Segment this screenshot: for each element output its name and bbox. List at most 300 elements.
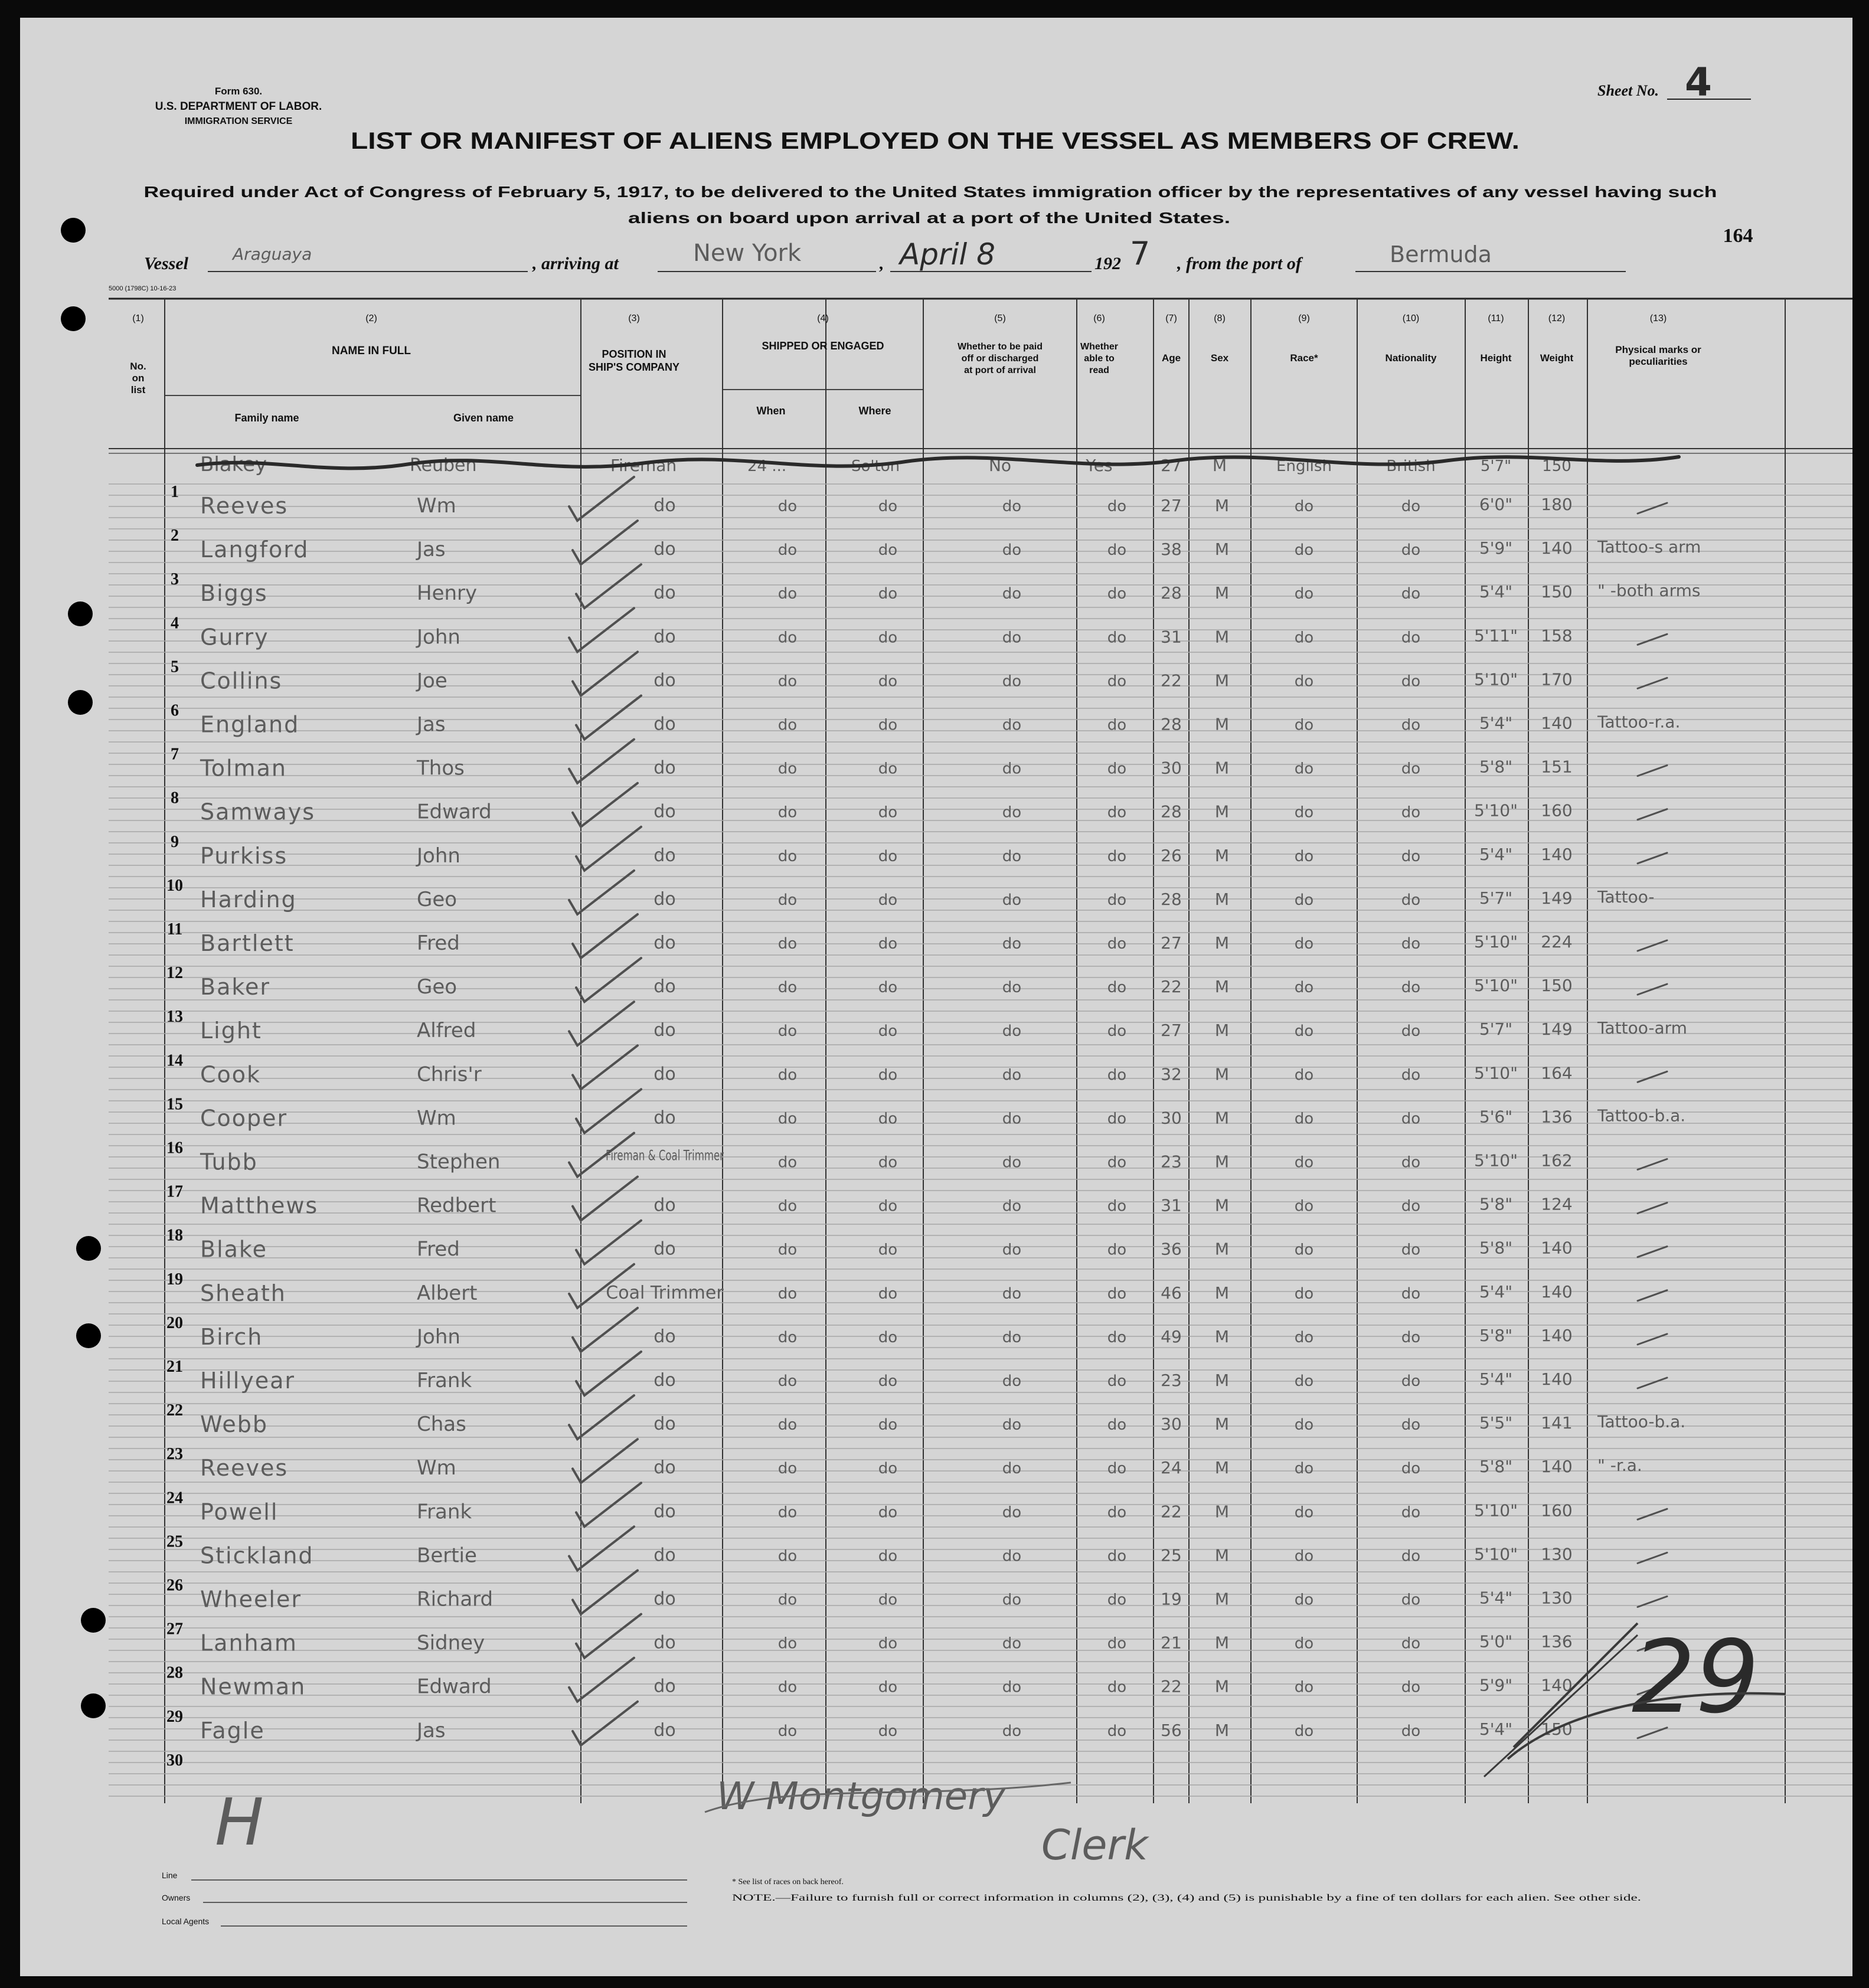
- where-cell: do: [878, 1372, 898, 1390]
- height-cell: 5'4": [1479, 1281, 1513, 1302]
- position-cell: do: [654, 845, 676, 866]
- weight-cell: 140: [1541, 1457, 1573, 1477]
- position-cell: do: [654, 714, 676, 735]
- race-cell: do: [1294, 498, 1314, 515]
- marks-header-2: peculiarities: [1629, 356, 1688, 367]
- marks-dash: [1638, 1247, 1667, 1257]
- sex-header: Sex: [1210, 352, 1229, 364]
- where-cell: do: [878, 1110, 898, 1128]
- read-cell: do: [1107, 1722, 1127, 1740]
- table-row: [200, 1280, 1573, 1306]
- family-cell: Newman: [200, 1673, 306, 1700]
- table-row: [200, 1630, 1573, 1656]
- read-cell: do: [1107, 979, 1127, 997]
- table-row: [200, 843, 1573, 869]
- weight-cell: 151: [1541, 757, 1573, 777]
- marks-dash: [1638, 634, 1667, 645]
- when-cell: do: [777, 1460, 798, 1478]
- race-header: Race*: [1290, 352, 1318, 364]
- crossed-sex: M: [1212, 456, 1227, 475]
- manifest-page: [20, 18, 1852, 1976]
- read-cell: do: [1107, 629, 1127, 647]
- subtitle-line-1: Required under Act of Congress of February 5, 1917, to be delivered to the United States immigration officer by the representatives of any vessel having such: [143, 183, 1717, 201]
- height-cell: 5'4": [1479, 1719, 1513, 1739]
- crossed-out-entry: [197, 453, 1679, 476]
- check-mark: [569, 1526, 634, 1570]
- where-cell: do: [878, 1416, 898, 1434]
- where-cell: do: [878, 935, 898, 953]
- race-cell: do: [1294, 1022, 1314, 1041]
- given-cell: Edward: [417, 800, 492, 824]
- read-cell: do: [1107, 1372, 1127, 1390]
- row-number: 26: [166, 1576, 183, 1595]
- row-number: 15: [166, 1095, 183, 1114]
- position-cell: do: [654, 1370, 676, 1391]
- nationality-cell: do: [1401, 541, 1421, 560]
- when-cell: do: [777, 979, 798, 997]
- weight-cell: 149: [1541, 1019, 1573, 1039]
- marks-cell: Tattoo-arm: [1597, 1018, 1687, 1038]
- no-on-list-3: list: [130, 384, 146, 395]
- row-rules: [109, 484, 1852, 1796]
- nationality-cell: do: [1401, 1241, 1421, 1259]
- where-cell: do: [878, 891, 898, 909]
- table-row: [200, 1455, 1642, 1481]
- sex-cell: M: [1214, 1545, 1230, 1565]
- given-cell: Edward: [417, 1675, 492, 1699]
- table-row: [200, 930, 1573, 956]
- age-cell: 31: [1161, 627, 1182, 647]
- position-cell: Coal Trimmer: [606, 1282, 724, 1303]
- race-cell: do: [1294, 1241, 1314, 1259]
- given-cell: Stephen: [417, 1150, 501, 1174]
- height-cell: 5'5": [1479, 1413, 1513, 1433]
- race-cell: do: [1294, 891, 1314, 909]
- when-cell: do: [777, 803, 798, 822]
- weight-cell: 150: [1541, 582, 1573, 602]
- svg-text:,: ,: [880, 254, 884, 273]
- family-name-header: Family name: [234, 412, 299, 424]
- read-cell: do: [1107, 1066, 1127, 1084]
- height-cell: 5'4": [1479, 1369, 1513, 1389]
- height-cell: 5'0": [1479, 1631, 1513, 1652]
- nationality-cell: do: [1401, 1066, 1421, 1084]
- age-header: Age: [1161, 352, 1181, 364]
- weight-cell: 140: [1541, 1325, 1573, 1345]
- table-row: [200, 580, 1700, 606]
- read-cell: do: [1107, 498, 1127, 515]
- paid-off-header-3: at port of arrival: [964, 365, 1036, 375]
- position-header-2: SHIP'S COMPANY: [589, 361, 679, 373]
- height-cell: 5'8": [1479, 1457, 1513, 1477]
- read-cell: do: [1107, 1591, 1127, 1609]
- given-cell: Fred: [417, 1237, 460, 1261]
- sex-cell: M: [1214, 1589, 1230, 1609]
- marks-dash: [1638, 1552, 1667, 1563]
- service-name: IMMIGRATION SERVICE: [184, 116, 293, 126]
- check-mark: [569, 1002, 634, 1045]
- form-number: Form 630.: [214, 86, 263, 97]
- nationality-cell: do: [1401, 760, 1421, 778]
- binder-holes: [61, 218, 106, 1718]
- where-cell: do: [878, 1634, 898, 1653]
- sex-cell: M: [1214, 1064, 1230, 1084]
- paid-cell: do: [1002, 979, 1022, 997]
- when-cell: do: [777, 1197, 798, 1215]
- age-cell: 25: [1161, 1545, 1182, 1565]
- when-cell: do: [777, 1503, 798, 1522]
- row-number: 23: [166, 1445, 183, 1464]
- age-cell: 22: [1161, 1676, 1182, 1696]
- position-cell: do: [654, 1457, 676, 1479]
- read-cell: do: [1107, 585, 1127, 603]
- family-cell: Hillyear: [200, 1368, 296, 1394]
- position-cell: do: [654, 1414, 676, 1435]
- weight-cell: 140: [1541, 844, 1573, 864]
- row-number: 18: [166, 1226, 183, 1245]
- able-to-read-header-3: read: [1089, 365, 1109, 375]
- position-cell: do: [654, 626, 676, 648]
- col-number-7: (7): [1165, 313, 1177, 323]
- nationality-cell: do: [1401, 1110, 1421, 1128]
- table-row: [200, 1542, 1573, 1568]
- margin-mark: H: [215, 1784, 264, 1860]
- given-cell: John: [417, 843, 460, 868]
- weight-cell: 140: [1541, 1369, 1573, 1389]
- table-row: [200, 887, 1654, 913]
- position-cell: do: [654, 539, 676, 560]
- weight-cell: 140: [1541, 713, 1573, 733]
- marks-dash: [1638, 766, 1667, 776]
- col-number-12: (12): [1548, 313, 1566, 323]
- family-cell: Powell: [200, 1499, 279, 1525]
- age-cell: 23: [1161, 1371, 1182, 1390]
- weight-cell: 149: [1541, 888, 1573, 908]
- row-number: 19: [166, 1270, 183, 1289]
- check-mark: [576, 696, 641, 740]
- where-cell: do: [878, 1197, 898, 1215]
- check-mark: [576, 1352, 641, 1395]
- sex-cell: M: [1214, 1108, 1230, 1128]
- family-cell: Collins: [200, 668, 283, 694]
- paid-cell: do: [1002, 1678, 1022, 1696]
- where-cell: do: [878, 1678, 898, 1696]
- page-stamp-number: 164: [1723, 225, 1753, 247]
- table-row: [200, 1193, 1573, 1219]
- vessel-label: Vessel: [144, 254, 188, 273]
- when-header: When: [756, 405, 786, 417]
- marks-dash: [1638, 1203, 1667, 1214]
- sex-cell: M: [1214, 1414, 1230, 1434]
- race-cell: do: [1294, 979, 1314, 997]
- given-cell: Geo: [417, 887, 458, 911]
- given-cell: Henry: [417, 581, 478, 606]
- given-cell: Redbert: [417, 1194, 496, 1218]
- marks-header-1: Physical marks or: [1615, 344, 1701, 355]
- where-cell: do: [878, 1503, 898, 1522]
- binder-hole: [61, 218, 86, 243]
- sex-cell: M: [1214, 802, 1230, 822]
- race-cell: do: [1294, 1197, 1314, 1215]
- nationality-cell: do: [1401, 891, 1421, 909]
- when-cell: do: [777, 716, 798, 734]
- row-number: 12: [166, 964, 183, 983]
- given-cell: Jas: [417, 1718, 446, 1742]
- family-cell: Tubb: [200, 1149, 258, 1175]
- nationality-cell: do: [1401, 1197, 1421, 1215]
- sheet-number: 4: [1685, 60, 1712, 105]
- sex-cell: M: [1214, 1326, 1230, 1346]
- shipped-header: SHIPPED OR ENGAGED: [762, 340, 884, 352]
- weight-cell: 160: [1541, 800, 1573, 820]
- when-cell: do: [777, 498, 798, 515]
- age-cell: 23: [1161, 1152, 1182, 1172]
- weight-cell: 130: [1541, 1544, 1573, 1564]
- age-cell: 28: [1161, 802, 1182, 822]
- binder-hole: [68, 690, 93, 715]
- weight-header: Weight: [1540, 352, 1574, 364]
- sex-cell: M: [1214, 539, 1230, 560]
- row-number: 5: [171, 658, 179, 676]
- crossed-where: So'ton: [851, 457, 900, 475]
- read-cell: do: [1107, 1460, 1127, 1478]
- col-number-6: (6): [1093, 313, 1105, 323]
- check-mark: [576, 1614, 641, 1658]
- marks-dash: [1638, 1509, 1667, 1519]
- from-label: , from the port of: [1177, 254, 1302, 273]
- sex-cell: M: [1214, 627, 1230, 647]
- family-cell: Fagle: [200, 1717, 265, 1744]
- department-name: U.S. DEPARTMENT OF LABOR.: [155, 100, 322, 113]
- read-cell: do: [1107, 1416, 1127, 1434]
- col-number-1: (1): [132, 313, 144, 323]
- when-cell: do: [777, 935, 798, 953]
- paid-cell: do: [1002, 803, 1022, 822]
- weight-cell: 141: [1541, 1413, 1573, 1433]
- check-mark: [573, 521, 638, 564]
- check-mark: [569, 477, 634, 521]
- sex-cell: M: [1214, 1502, 1230, 1522]
- row-number: 14: [166, 1051, 183, 1070]
- position-header-1: POSITION IN: [602, 348, 666, 360]
- given-cell: John: [417, 625, 460, 649]
- nationality-cell: do: [1401, 1591, 1421, 1609]
- height-cell: 5'8": [1479, 1325, 1513, 1345]
- sex-cell: M: [1214, 1676, 1230, 1696]
- when-cell: do: [777, 541, 798, 560]
- nationality-cell: do: [1401, 585, 1421, 603]
- weight-cell: 140: [1541, 538, 1573, 558]
- height-cell: 5'4": [1479, 582, 1513, 602]
- line-label: Line: [162, 1871, 178, 1880]
- nationality-cell: do: [1401, 1460, 1421, 1478]
- family-cell: Cooper: [200, 1105, 288, 1132]
- given-cell: Jas: [417, 712, 446, 737]
- weight-cell: 136: [1541, 1107, 1573, 1127]
- age-cell: 28: [1161, 714, 1182, 734]
- marks-dash: [1638, 678, 1667, 688]
- binder-hole: [61, 306, 86, 331]
- where-cell: do: [878, 629, 898, 647]
- height-header: Height: [1480, 352, 1512, 364]
- paid-cell: do: [1002, 629, 1022, 647]
- weight-cell: 140: [1541, 1281, 1573, 1302]
- col-number-4: (4): [817, 313, 829, 323]
- given-cell: Wm: [417, 494, 456, 518]
- read-cell: do: [1107, 541, 1127, 560]
- where-cell: do: [878, 1241, 898, 1259]
- family-cell: Webb: [200, 1411, 268, 1438]
- race-cell: do: [1294, 716, 1314, 734]
- height-cell: 5'7": [1479, 888, 1513, 908]
- age-cell: 27: [1161, 933, 1182, 953]
- age-cell: 32: [1161, 1064, 1182, 1084]
- sex-cell: M: [1214, 714, 1230, 734]
- row-number: 9: [171, 832, 179, 851]
- read-cell: do: [1107, 1110, 1127, 1128]
- position-cell: do: [654, 495, 676, 516]
- check-mark: [569, 1395, 634, 1439]
- family-cell: Purkiss: [200, 842, 288, 869]
- when-cell: do: [777, 1110, 798, 1128]
- given-cell: Chris'r: [417, 1062, 482, 1087]
- paid-cell: do: [1002, 498, 1022, 515]
- when-cell: do: [777, 1022, 798, 1041]
- when-cell: do: [777, 1241, 798, 1259]
- sex-cell: M: [1214, 1195, 1230, 1215]
- age-cell: 27: [1161, 1021, 1182, 1041]
- sex-cell: M: [1214, 1021, 1230, 1041]
- when-cell: do: [777, 1634, 798, 1653]
- col-number-13: (13): [1649, 313, 1667, 323]
- race-cell: do: [1294, 935, 1314, 953]
- binder-hole: [81, 1693, 106, 1718]
- no-on-list-1: No.: [130, 361, 146, 372]
- where-cell: do: [878, 672, 898, 691]
- sex-cell: M: [1214, 889, 1230, 909]
- annotations: [215, 1619, 1785, 1869]
- table-row: [200, 493, 1573, 519]
- family-cell: Reeves: [200, 1455, 289, 1482]
- race-cell: do: [1294, 629, 1314, 647]
- when-cell: do: [777, 1678, 798, 1696]
- family-cell: Samways: [200, 799, 316, 825]
- height-cell: 5'10": [1473, 932, 1518, 952]
- paid-cell: do: [1002, 1241, 1022, 1259]
- weight-cell: 160: [1541, 1500, 1573, 1521]
- nationality-cell: do: [1401, 629, 1421, 647]
- paid-cell: do: [1002, 1372, 1022, 1390]
- where-cell: do: [878, 716, 898, 734]
- age-cell: 30: [1161, 1414, 1182, 1434]
- crew-entries: [200, 493, 1701, 1744]
- read-cell: do: [1107, 847, 1127, 865]
- age-cell: 22: [1161, 1502, 1182, 1522]
- race-cell: do: [1294, 1503, 1314, 1522]
- crossed-paid: No: [988, 456, 1012, 475]
- row-number: 17: [166, 1182, 183, 1201]
- table-row: [200, 1368, 1573, 1394]
- table-row: [200, 1018, 1687, 1044]
- able-to-read-header-1: Whether: [1080, 342, 1118, 352]
- sex-cell: M: [1214, 496, 1230, 515]
- nationality-cell: do: [1401, 498, 1421, 515]
- age-cell: 38: [1161, 539, 1182, 560]
- weight-cell: 124: [1541, 1194, 1573, 1214]
- given-cell: Fred: [417, 931, 460, 955]
- family-cell: Baker: [200, 974, 271, 1000]
- read-cell: do: [1107, 1153, 1127, 1172]
- paid-cell: do: [1002, 1022, 1022, 1041]
- table-row: [200, 668, 1573, 694]
- where-cell: do: [878, 1022, 898, 1041]
- age-cell: 22: [1161, 977, 1182, 997]
- crossed-age: 27: [1161, 456, 1182, 475]
- when-cell: do: [777, 1328, 798, 1346]
- race-cell: do: [1294, 585, 1314, 603]
- family-cell: Cook: [200, 1061, 262, 1088]
- given-cell: Chas: [417, 1412, 466, 1437]
- where-cell: do: [878, 1591, 898, 1609]
- where-cell: do: [878, 585, 898, 603]
- weight-cell: 150: [1541, 1719, 1573, 1739]
- nationality-cell: do: [1401, 1547, 1421, 1565]
- sex-cell: M: [1214, 1239, 1230, 1259]
- position-cell: do: [654, 1676, 676, 1697]
- read-cell: do: [1107, 1022, 1127, 1041]
- paid-cell: do: [1002, 1634, 1022, 1653]
- departure-port: Bermuda: [1390, 241, 1492, 267]
- table-row: [200, 1324, 1573, 1350]
- family-cell: Lanham: [200, 1630, 298, 1656]
- given-cell: Albert: [417, 1281, 478, 1305]
- table-row: [200, 1587, 1573, 1613]
- sex-cell: M: [1214, 1633, 1230, 1653]
- read-cell: do: [1107, 1547, 1127, 1565]
- weight-cell: 140: [1541, 1675, 1573, 1695]
- print-code: 5000 (1798C) 10-16-23: [109, 285, 177, 292]
- marks-dash: [1638, 1334, 1667, 1345]
- weight-cell: 130: [1541, 1588, 1573, 1608]
- position-cell: do: [654, 933, 676, 953]
- where-cell: do: [878, 803, 898, 822]
- age-cell: 27: [1161, 496, 1182, 515]
- row-number: 21: [166, 1358, 183, 1376]
- year-digit: 7: [1130, 235, 1151, 272]
- year-prefix: 192: [1094, 254, 1121, 273]
- paid-cell: do: [1002, 847, 1022, 865]
- owners-label: Owners: [162, 1893, 191, 1902]
- row-number: 7: [171, 745, 179, 764]
- table-row: [200, 1674, 1573, 1700]
- position-cell: do: [654, 1064, 676, 1085]
- check-mark: [576, 564, 641, 608]
- nationality-cell: do: [1401, 979, 1421, 997]
- race-cell: do: [1294, 1416, 1314, 1434]
- position-cell: do: [654, 1588, 676, 1610]
- position-cell: do: [654, 1719, 676, 1741]
- family-cell: Wheeler: [200, 1586, 302, 1613]
- height-cell: 5'8": [1479, 757, 1513, 777]
- marks-cell: Tattoo-: [1597, 887, 1655, 907]
- row-number: 30: [166, 1751, 183, 1770]
- family-cell: Matthews: [200, 1192, 319, 1219]
- read-cell: do: [1107, 1197, 1127, 1215]
- where-cell: do: [878, 1460, 898, 1478]
- height-cell: 5'11": [1473, 626, 1518, 646]
- race-cell: do: [1294, 1678, 1314, 1696]
- nationality-cell: do: [1401, 803, 1421, 822]
